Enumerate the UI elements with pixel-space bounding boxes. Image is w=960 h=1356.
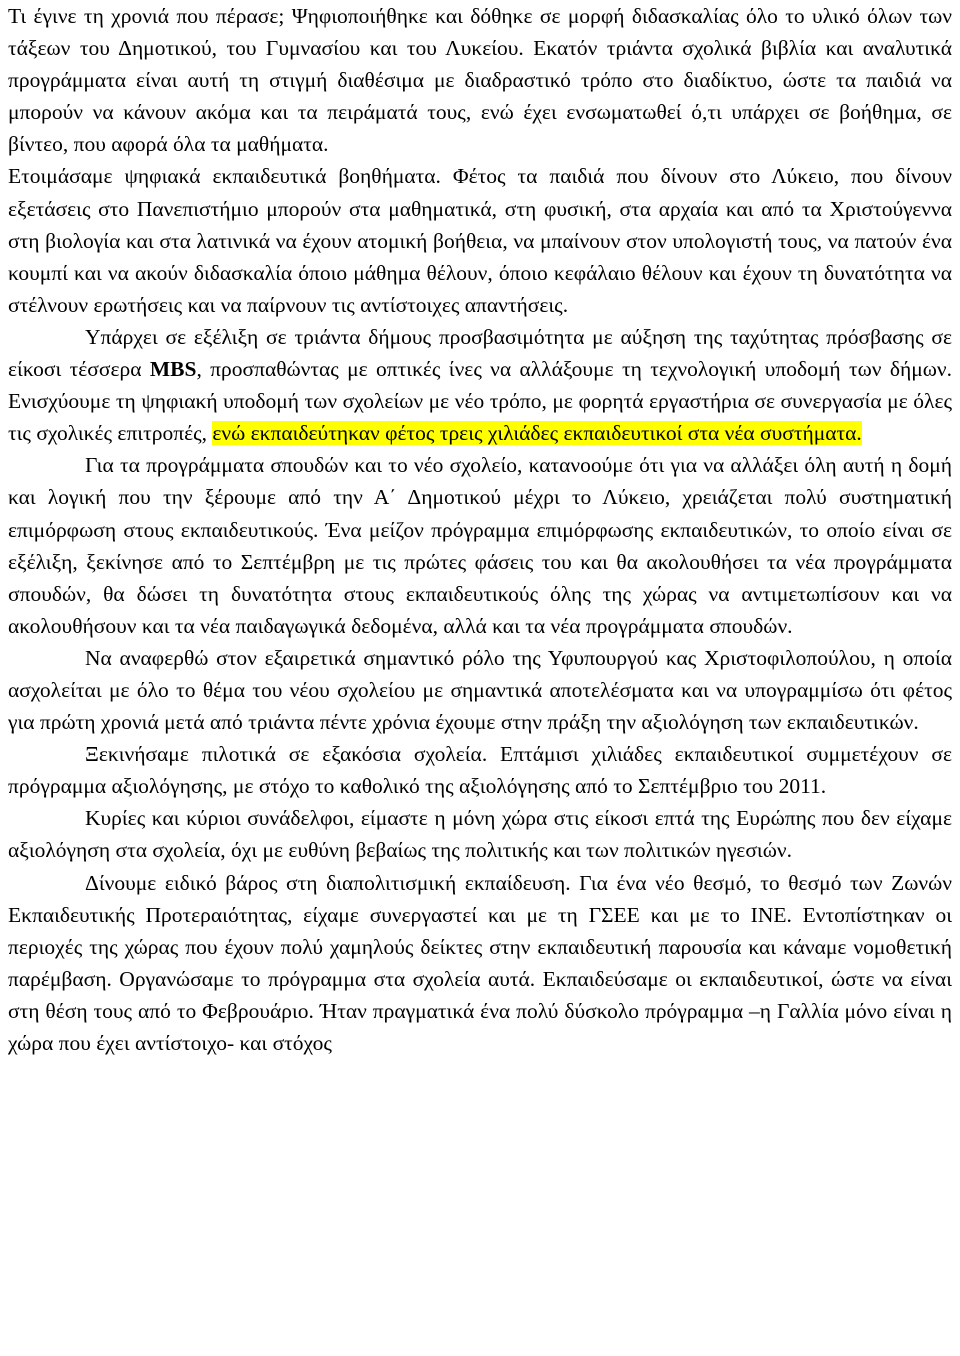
paragraph-5: Να αναφερθώ στον εξαιρετικά σημαντικό ρόλο της Υφυπουργού κας Χριστοφιλοπούλου, η οποία ασχολείται με όλο το θέμα του νέου σχολείου με σημαντικά αποτελέσματα και να υπογραμμίσω ότι φέτος για πρώτη χρονιά μετά από τριάντα πέντε χρόνια έχουμε στην πράξη την αξιολόγηση των εκπαιδευτικών. <box>8 645 952 735</box>
paragraph-3-text-a: Υπάρχει σε εξέλιξη σε τριάντα δήμους προσβασιμότητα με αύξηση της ταχύτητας πρόσβασης σε είκοσι τέσσερα <box>8 324 952 382</box>
paragraph-3-highlighted-text: ενώ εκπαιδεύτηκαν φέτος τρεις χιλιάδες εκπαιδευτικοί στα νέα συστήματα. <box>212 421 862 446</box>
paragraph-1: Τι έγινε τη χρονιά που πέρασε; Ψηφιοποιήθηκε και δόθηκε σε μορφή διδασκαλίας όλο το υλικό όλων των τάξεων του Δημοτικού, του Γυμνασίου και του Λυκείου. Εκατόν τριάντα σχολικά βιβλία και αναλυτικά προγράμματα είναι αυτή τη στιγμή διαθέσιμα με διαδραστικό τρόπο στο διαδίκτυο, ώστε τα παιδιά να μπορούν να κάνουν ακόμα και τα πειράματά τους, ενώ έχει ενσωματωθεί ό,τι υπάρχει σε βοήθημα, σε βίντεο, που αφορά όλα τα μαθήματα. <box>8 4 952 157</box>
paragraph-7: Κυρίες και κύριοι συνάδελφοι, είμαστε η μόνη χώρα στις είκοσι επτά της Ευρώπης που δεν είχαμε αξιολόγηση στα σχολεία, όχι με ευθύνη βεβαίως της πολιτικής και των πολιτικών ηγεσιών. <box>8 806 952 863</box>
paragraph-8: Δίνουμε ειδικό βάρος στη διαπολιτισμική εκπαίδευση. Για ένα νέο θεσμό, το θεσμό των Ζωνών Εκπαιδευτικής Προτεραιότητας, είχαμε συνεργαστεί και με τη ΓΣΕΕ και με το ΙΝΕ. Εντοπίστηκαν οι περιοχές της χώρας που έχουν πολύ χαμηλούς δείκτες στην εκπαιδευτική παρουσία και κάναμε νομοθετική παρέμβαση. Οργανώσαμε το πρόγραμμα στα σχολεία αυτά. Εκπαιδεύσαμε οι εκπαιδευτικοί, ώστε να είναι στη θέση τους από το Φεβρουάριο. Ήταν πραγματικά ένα πολύ δύσκολο πρόγραμμα –η Γαλλία μόνο είναι η χώρα που έχει αντίστοιχο- και στόχος <box>8 870 952 1055</box>
paragraph-6: Ξεκινήσαμε πιλοτικά σε εξακόσια σχολεία. Επτάμισι χιλιάδες εκπαιδευτικοί συμμετέχουν σε πρόγραμμα αξιολόγησης, με στόχο το καθολικό της αξιολόγησης από το Σεπτέμβριο του 2011. <box>8 742 952 799</box>
paragraph-3-text-b: , προσπαθώντας με οπτικές ίνες να αλλάξουμε τη τεχνολογική υποδομή των δήμων. Ενισχύουμε τη ψηφιακή υποδομή των σχολείων με νέο τρόπο, με φορητά εργαστήρια σε συνεργασία με όλες τις σχολικές επιτροπές, <box>8 357 953 446</box>
paragraph-4: Για τα προγράμματα σπουδών και το νέο σχολείο, κατανοούμε ότι για να αλλάξει όλη αυτή η δομή και λογική που την ξέρουμε από την Α΄ Δημοτικού μέχρι το Λύκειο, χρειάζεται πολύ συστηματική επιμόρφωση στους εκπαιδευτικούς. Ένα μείζον πρόγραμμα επιμόρφωσης εκπαιδευτικών, το οποίο είναι σε εξέλιξη, ξεκίνησε από το Σεπτέμβρη με τις πρώτες φάσεις του και θα ακολουθήσει τα νέα προγράμματα σπουδών, θα δώσει τη δυνατότητα στους εκπαιδευτικούς όλης της χώρας να αντιμετωπίσουν και να ακολουθήσουν και τα νέα παιδαγωγικά δεδομένα, αλλά και τα νέα προγράμματα σπουδών. <box>8 453 952 638</box>
document-page <box>8 0 952 1059</box>
paragraph-3-bold-term: MBS <box>149 357 197 382</box>
paragraph-3 <box>8 321 952 449</box>
paragraph-2: Ετοιμάσαμε ψηφιακά εκπαιδευτικά βοηθήματα. Φέτος τα παιδιά που δίνουν στο Λύκειο, που δίνουν εξετάσεις στο Πανεπιστήμιο μπορούν στα μαθηματικά, στη φυσική, στα αρχαία και από τα Χριστούγεννα στη βιολογία και στα λατινικά να έχουν ατομική βοήθεια, να μπαίνουν στον υπολογιστή τους, να πατούν ένα κουμπί και να ακούν διδασκαλία όποιο μάθημα θέλουν, όποιο κεφάλαιο θέλουν και έχουν τη δυνατότητα να στέλνουν ερωτήσεις και να παίρνουν τις αντίστοιχες απαντήσεις. <box>8 164 952 317</box>
